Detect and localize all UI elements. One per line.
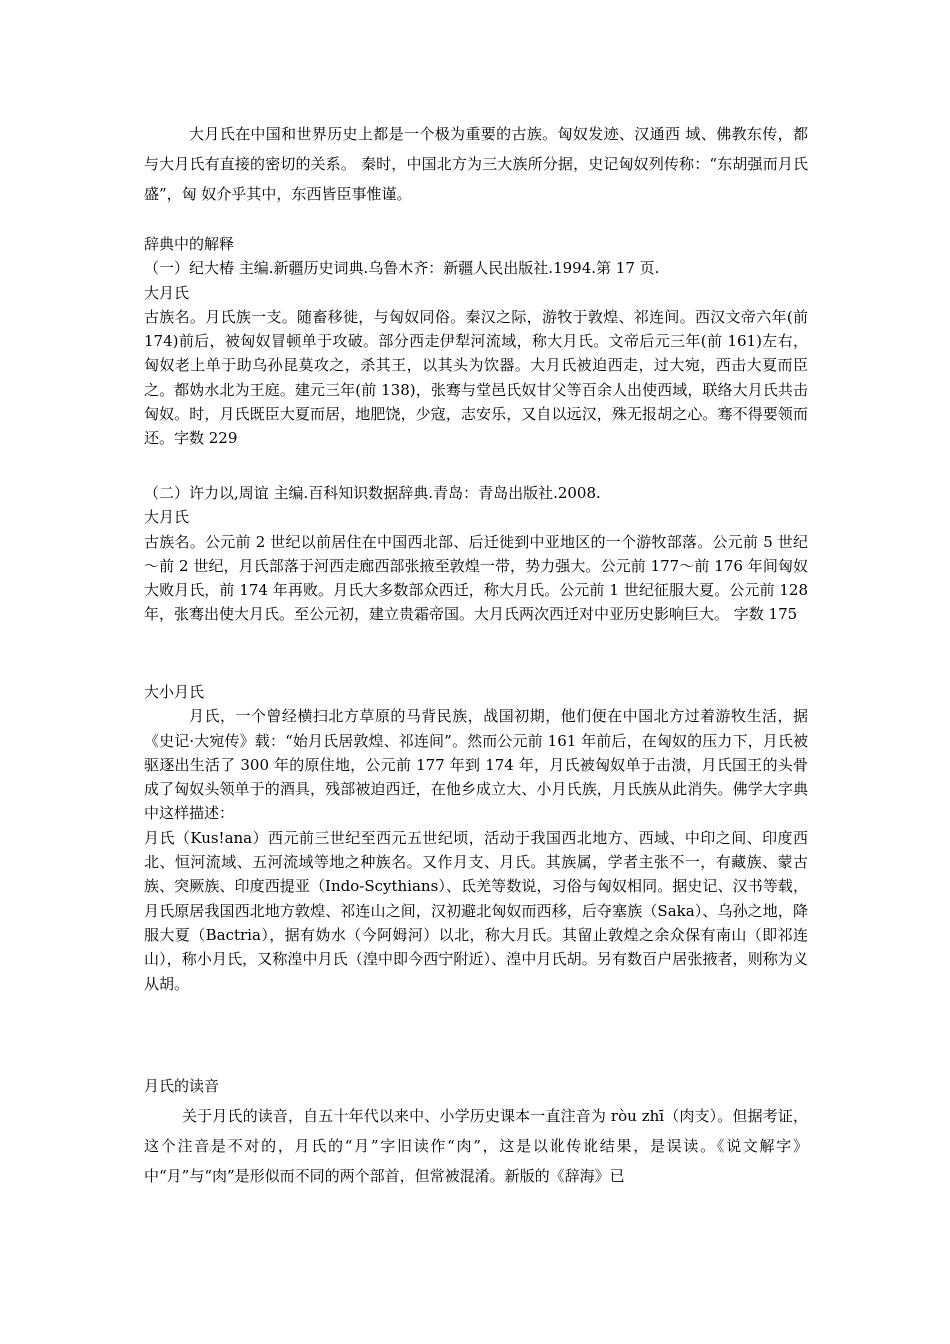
- big-small-paragraph-1: 月氏，一个曾经横扫北方草原的马背民族，战国初期，他们便在中国北方过着游牧生活，据《史记·大宛传》载：“始月氏居敦煌、祁连间”。然而公元前 161 年前后，在匈奴的压力下，月氏被驱逐出生活了 300 年的原住地，公元前 177 年到 174 年，月氏被匈奴单于击溃，月氏国王的头骨成了匈奴头领单于的酒具，残部被迫西迁，在他乡成立大、小月氏族，月氏族从此消失。佛学大字典中这样描述：: [144, 707, 808, 823]
- pronunciation-heading-wrap: [144, 1074, 808, 1098]
- entry2-body: 古族名。公元前 2 世纪以前居住在中国西北部、后迁徙到中亚地区的一个游牧部落。公元前 5 世纪～前 2 世纪，月氏部落于河西走廊西部张掖至敦煌一带，势力强大。公元前 177～前 176 年间匈奴大败月氏，前 174 年再败。月氏大多数部众西迁，称大月氏。公元前 1 世纪征服大夏。公元前 128 年，张骞出使大月氏。至公元初，建立贵霜帝国。大月氏两次西迁对中亚历史影响巨大。 字数 175: [144, 532, 808, 624]
- entry1-term: 大月氏: [144, 283, 190, 302]
- big-small-paragraph-2: 月氏（Kus!ana）西元前三世纪至西元五世纪顷，活动于我国西北地方、西域、中印之间、印度西北、恒河流域、五河流域等地之种族名。又作月支、月氏。其族属，学者主张不一，有藏族、蒙古族、突厥族、印度西提亚（Indo-Scythians）、氐羌等数说，习俗与匈奴相同。据史记、汉书等载，月氏原居我国西北地方敦煌、祁连山之间，汉初避北匈奴而西移，后夺塞族（Saka）、乌孙之地，降服大夏（Bactria），据有妫水（今阿姆河）以北，称大月氏。其留止敦煌之余众保有南山（即祁连山），称小月氏，又称湟中月氏（湟中即今西宁附近）、湟中月氏胡。另有数百户居张掖者，则称为义从胡。: [144, 828, 808, 993]
- dictionary-heading: 辞典中的解释: [144, 235, 235, 253]
- intro-paragraph: 大月氏在中国和世界历史上都是一个极为重要的古族。匈奴发迹、汉通西 域、佛教东传，都与大月氏有直接的密切的关系。 秦时，中国北方为三大族所分据，史记匈奴列传称：“东胡强而月氏盛”，匈 奴介乎其中，东西皆臣事惟谨。: [144, 125, 808, 203]
- dictionary-section: [144, 232, 808, 451]
- big-small-yuezhi-section: [144, 680, 808, 996]
- entry2-source: （二）许力以,周谊 主编.百科知识数据辞典.青岛：青岛出版社.2008.: [144, 484, 601, 502]
- entry1-source: （一）纪大椿 主编.新疆历史词典.乌鲁木齐：新疆人民出版社.1994.第 17 页.: [144, 259, 660, 278]
- big-small-heading: 大小月氏: [144, 683, 205, 701]
- pronunciation-paragraph: 关于月氏的读音，自五十年代以来中、小学历史课本一直注音为 ròu zhī（肉支）。但据考证，这个注音是不对的，月氏的“月”字旧读作“肉”，这是以讹传讹结果，是误读。《说文解字》中“月”与“肉”是形似而不同的两个部首，但常被混淆。新版的《辞海》已: [144, 1107, 808, 1185]
- pronunciation-heading: 月氏的读音: [144, 1077, 220, 1095]
- dictionary-entry-2: [144, 481, 808, 627]
- entry1-body: 古族名。月氏族一支。随畜移徙，与匈奴同俗。秦汉之际，游牧于敦煌、祁连间。西汉文帝六年(前 174)前后，被匈奴冒顿单于攻破。部分西走伊犁河流域，称大月氏。文帝后元三年(前 161)左右，匈奴老上单于助乌孙昆莫攻之，杀其王，以其头为饮器。大月氏被迫西走，过大宛，西击大夏而臣之。都妫水北为王庭。建元三年(前 138)，张骞与堂邑氏奴甘父等百余人出使西域，联络大月氏共击匈奴。时，月氏既臣大夏而居，地肥饶，少寇，志安乐，又自以远汉，殊无报胡之心。骞不得要领而还。字数 229: [144, 307, 808, 448]
- entry2-term: 大月氏: [144, 508, 190, 527]
